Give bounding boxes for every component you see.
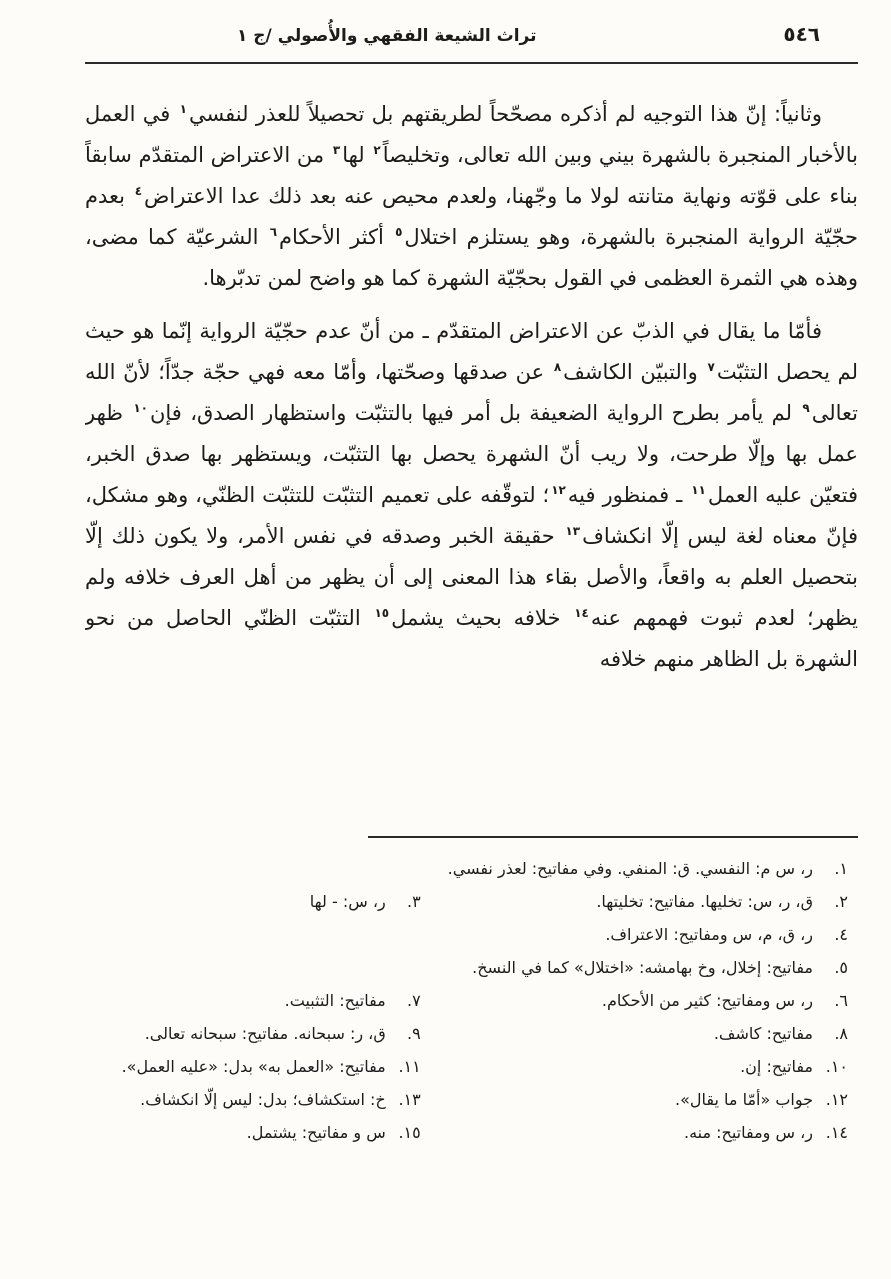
footnote-row (85, 885, 848, 918)
footnote-row (85, 1116, 848, 1149)
footnote-row (85, 984, 848, 1017)
footnote-marker: ١٢ (551, 483, 566, 497)
footnote-text: مفاتيح: كاشف. (713, 1024, 813, 1043)
footnote-item (85, 1050, 421, 1083)
footnote-text: ر، س ومفاتيح: منه. (683, 1123, 813, 1142)
footnote-item (85, 1017, 421, 1050)
footnote-text: خ: استكشاف؛ بدل: ليس إلّا انكشاف. (140, 1090, 386, 1109)
footnotes-section (85, 852, 858, 1149)
footnote-marker: ١ (179, 102, 187, 116)
body-text (85, 64, 858, 764)
footnote-marker: ١٠ (133, 401, 148, 415)
footnote-row (85, 1083, 848, 1116)
footnote-item (421, 1050, 848, 1083)
footnote-marker: ٧ (707, 360, 715, 374)
footnote-text: ق، ر، س: تخليها. مفاتيح: تخليتها. (596, 892, 813, 911)
footnote-text: مفاتيح: «العمل به» بدل: «عليه العمل». (121, 1057, 386, 1076)
footnote-number: ١٤. (825, 1123, 848, 1142)
footnote-item (421, 852, 848, 885)
footnote-number: ١٥. (398, 1123, 421, 1142)
footnote-item (421, 984, 848, 1017)
footnote-item (421, 951, 848, 984)
footnote-text: مفاتيح: التثبيت. (284, 991, 386, 1010)
footnote-separator-rule (368, 836, 858, 838)
footnote-item (421, 885, 848, 918)
footnote-row (85, 1050, 848, 1083)
footnote-marker: ٥ (395, 225, 403, 239)
footnote-number: ١. (834, 859, 848, 878)
page-number: ٥٤٦ (783, 22, 820, 46)
footnote-row (85, 852, 848, 885)
footnote-marker: ١١ (691, 483, 706, 497)
footnote-text: ر، س ومفاتيح: كثير من الأحكام. (601, 991, 813, 1010)
footnote-number: ٩. (407, 1024, 421, 1043)
footnote-item (85, 1116, 421, 1149)
footnote-number: ٣. (407, 892, 421, 911)
running-title: تراث الشيعة الفقهي والأُصولي /ج ١ (237, 26, 537, 46)
footnote-marker: ١٥ (374, 606, 390, 620)
footnote-number: ١٢. (825, 1090, 848, 1109)
paragraph: فأمّا ما يقال في الذبّ عن الاعتراض المتقدّم ـ من أنّ عدم حجّيّة الرواية إنّما هو حيث لم يحصل التثبّت$^٧$ والتبيّن الكاشف$^٨$ عن صدقها وصحّتها، وأمّا معه فهي حجّة جدّاً؛ لأنّ الله تعالى$^٩$ لم يأمر بطرح الرواية الضعيفة بل أمر فيها بالتثبّت واستظهار الصدق، فإن$^{١٠}$ ظهر عمل بها وإلّا طرحت، ولا ريب أنّ الشهرة يحصل بها التثبّت، ويستظهر بها صدق الخبر، فتعيّن عليه العمل$^{١١}$ ـ فمنظور فيه$^{١٢}$؛ لتوقّفه على تعميم التثبّت للتثبّت الظنّي، وهو مشكل، فإنّ معناه لغة ليس إلّا انكشاف$^{١٣}$ حقيقة الخبر وصدقه في نفس الأمر، ولا يكون ذلك إلّا بتحصيل العلم به واقعاً، والأصل بقاء هذا المعنى إلى أن يظهر من أهل العرف خلافه ولم يظهر؛ لعدم ثبوت فهمهم عنه$^{١٤}$ خلافه بحيث يشمل$^{١٥}$ التثبّت الظنّي الحاصل من نحو الشهرة بل الظاهر منهم خلافه (85, 319, 858, 671)
footnote-text: ق، ر: سبحانه. مفاتيح: سبحانه تعالى. (144, 1024, 386, 1043)
footnote-text: س و مفاتيح: يشتمل. (246, 1123, 386, 1142)
footnote-marker: ١٣ (565, 524, 581, 538)
footnote-item (421, 1017, 848, 1050)
footnote-text: ر، ق، م، س ومفاتيح: الاعتراف. (605, 925, 813, 944)
page-header (85, 0, 858, 64)
footnote-row (85, 918, 848, 951)
footnote-text: جواب «أمّا ما يقال». (675, 1090, 813, 1109)
footnote-item (85, 1083, 421, 1116)
footnote-marker: ٦ (269, 225, 278, 239)
footnote-marker: ٣ (332, 143, 341, 157)
footnote-number: ٤. (834, 925, 848, 944)
footnote-item (421, 918, 848, 951)
footnote-item (85, 885, 421, 918)
footnote-marker: ٢ (373, 143, 381, 157)
footnote-text: ر، س م: النفسي. ق: المنفي. وفي مفاتيح: لعذر نفسي. (447, 859, 813, 878)
footnote-row (85, 951, 848, 984)
footnote-number: ٥. (834, 958, 848, 977)
footnote-number: ٦. (834, 991, 848, 1010)
footnote-number: ١١. (398, 1057, 421, 1076)
footnote-number: ٧. (407, 991, 421, 1010)
footnote-number: ١٣. (398, 1090, 421, 1109)
footnote-marker: ٨ (553, 360, 562, 374)
footnote-row (85, 1017, 848, 1050)
footnote-text: ر، س: - لها (309, 892, 386, 911)
footnote-number: ٢. (834, 892, 848, 911)
footnote-item (85, 984, 421, 1017)
footnote-marker: ٩ (802, 401, 810, 415)
paragraph: وثانياً: إنّ هذا التوجيه لم أذكره مصحّحاً لطريقتهم بل تحصيلاً للعذر لنفسي$^١$ في العمل بالأخبار المنجبرة بالشهرة بيني وبين الله تعالى، وتخليصاً$^٢$ لها$^٣$ من الاعتراض المتقدّم سابقاً بناء على قوّته ونهاية متانته لولا ما وجّهنا، ولعدم محيص عنه بعد ذلك عدا الاعتراض$^٤$ بعدم حجّيّة الرواية المنجبرة بالشهرة، وهو يستلزم اختلال$^٥$ أكثر الأحكام$^٦$ الشرعيّة كما مضى، وهذه هي الثمرة العظمى في القول بحجّيّة الشهرة كما هو واضح لمن تدبّرها. (85, 102, 858, 290)
footnote-item (421, 1083, 848, 1116)
footnote-number: ٨. (834, 1024, 848, 1043)
footnote-number: ١٠. (825, 1057, 848, 1076)
footnote-marker: ٤ (134, 184, 143, 198)
footnote-text: مفاتيح: إخلال، وخ بهامشه: «اختلال» كما في النسخ. (472, 958, 813, 977)
footnote-marker: ١٤ (574, 606, 589, 620)
footnote-text: مفاتيح: إن. (740, 1057, 813, 1076)
footnote-item (421, 1116, 848, 1149)
